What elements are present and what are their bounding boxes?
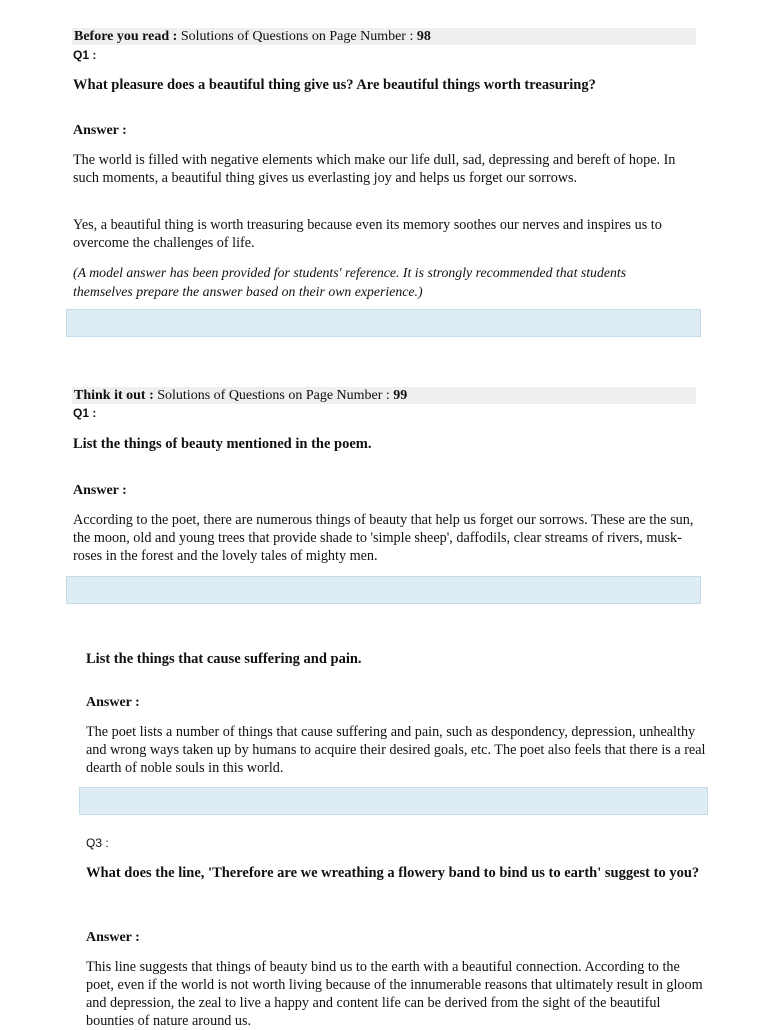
answer-paragraph bbox=[73, 151, 698, 187]
question-number: Q1 : bbox=[73, 406, 97, 420]
divider-band bbox=[66, 309, 701, 337]
answer-paragraph bbox=[73, 216, 673, 252]
section-header bbox=[72, 387, 696, 404]
answer-text: The poet lists a number of things that cause suffering and pain, such as despondency, depression, unhealthy and wrong ways taken up by humans to acquire their desired goals, etc. The poet also feels that there is a real dearth of noble souls in this world. bbox=[86, 724, 706, 776]
section-label: Before you read : bbox=[74, 29, 178, 44]
section-header-text: Solutions of Questions on Page Number : bbox=[153, 388, 394, 403]
question-number: Q3 : bbox=[86, 836, 109, 850]
page-number: 99 bbox=[393, 388, 408, 403]
question-text: What does the line, 'Therefore are we wreathing a flowery band to bind us to earth' suggest to you? bbox=[86, 865, 700, 881]
answer-text: This line suggests that things of beauty bind us to the earth with a beautiful connection. According to the poet, even if the world is not worth living because of the innumerable reasons that ultimately result in gloom and depression, the zeal to live a happy and content life can be derived from the sight of the beautiful bounties of nature around us. bbox=[86, 959, 703, 1029]
answer-paragraph bbox=[86, 723, 706, 777]
answer-text: According to the poet, there are numerous things of beauty that help us forget our sorrows. These are the sun, the moon, old and young trees that provide shade to 'simple sheep', daffodils, clear streams of rivers, musk-roses in the forest and the lovely tales of mighty men. bbox=[73, 512, 694, 564]
model-answer-note: (A model answer has been provided for students' reference. It is strongly recommended that students themselves prepare the answer based on their own experience.) bbox=[73, 265, 627, 299]
divider-band bbox=[66, 576, 701, 604]
section-header-text: Solutions of Questions on Page Number : bbox=[177, 29, 417, 44]
answer-text: Yes, a beautiful thing is worth treasuring because even its memory soothes our nerves and inspires us to overcome the challenges of life. bbox=[73, 217, 662, 251]
answer-paragraph bbox=[73, 511, 698, 565]
page-number: 98 bbox=[416, 29, 431, 44]
question-number: Q1 : bbox=[73, 48, 97, 62]
answer-label: Answer : bbox=[73, 123, 127, 138]
answer-paragraph bbox=[86, 958, 706, 1030]
answer-label: Answer : bbox=[73, 483, 127, 498]
question-text: List the things that cause suffering and pain. bbox=[86, 651, 362, 667]
divider-band bbox=[79, 787, 708, 815]
question-text: What pleasure does a beautiful thing give us? Are beautiful things worth treasuring? bbox=[73, 77, 596, 93]
question-text: List the things of beauty mentioned in the poem. bbox=[73, 436, 372, 452]
section-header bbox=[72, 28, 696, 45]
answer-label: Answer : bbox=[86, 930, 140, 945]
section-label: Think it out : bbox=[74, 388, 154, 403]
answer-label: Answer : bbox=[86, 695, 140, 710]
answer-text: The world is filled with negative elements which make our life dull, sad, depressing and bereft of hope. In such moments, a beautiful thing gives us everlasting joy and helps us forget our sorrows. bbox=[73, 152, 676, 186]
